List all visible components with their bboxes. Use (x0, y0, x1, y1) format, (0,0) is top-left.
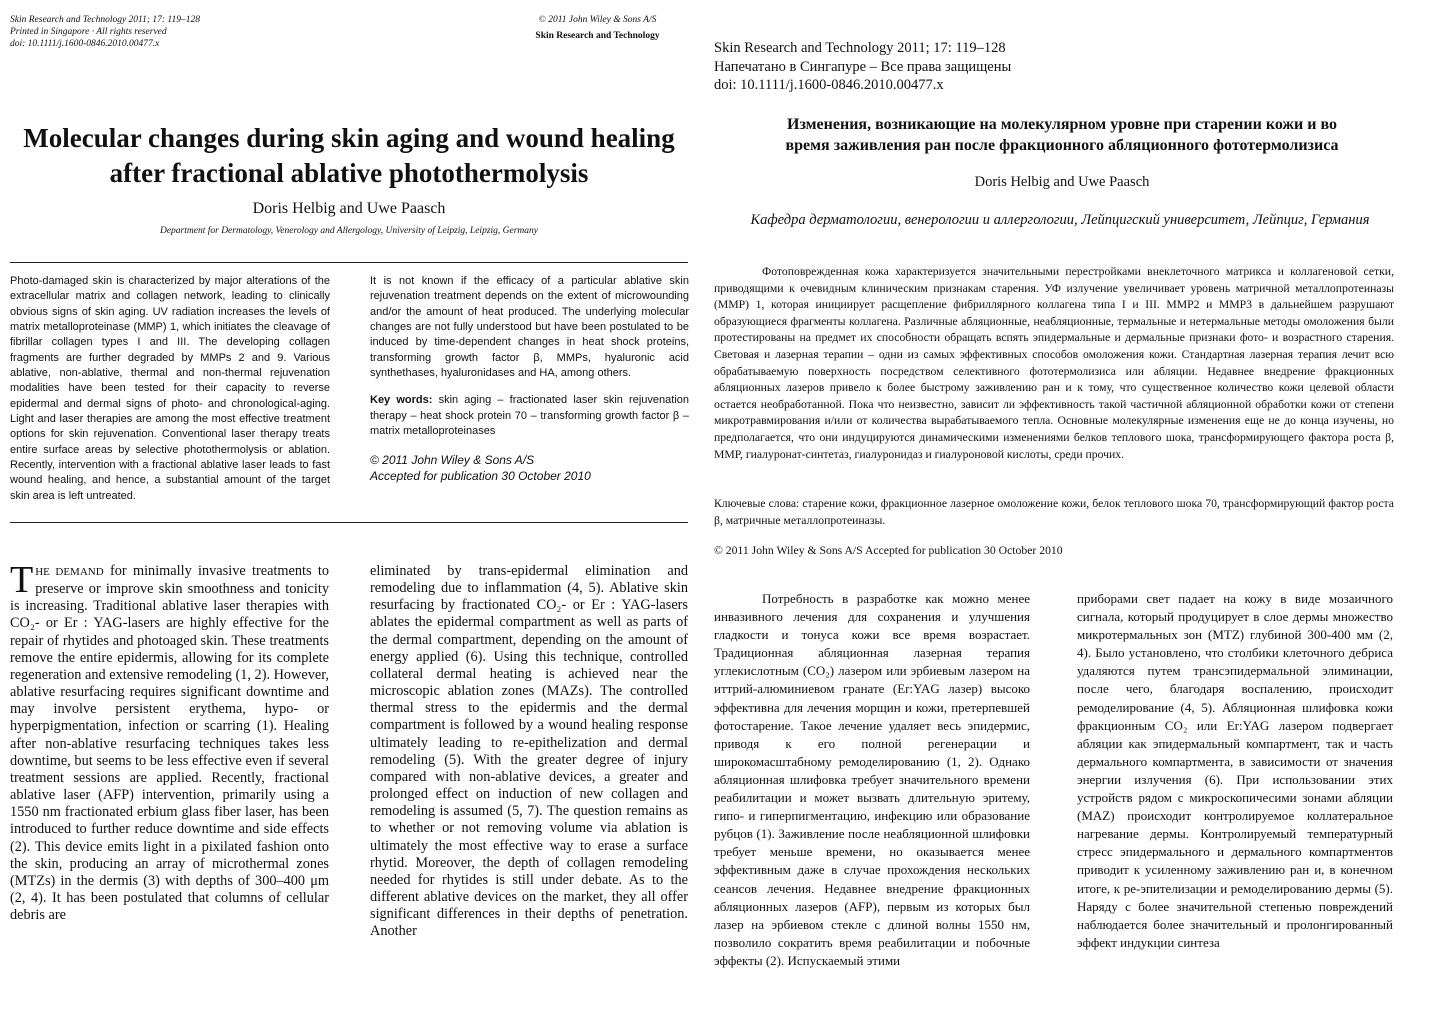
ru-article-title-line-2: время заживления ран после фракционного абляционного фототермолизиса (785, 137, 1339, 154)
ru-department: Кафедра дерматологии, венерологии и аллергологии, Лейпцигский университет, Лейпциг, Германия (750, 212, 1370, 228)
ru-doi: doi: 10.1111/j.1600-0846.2010.00477.x (714, 77, 944, 93)
ru-body-column-left: Потребность в разработке как можно менее инвазивного лечения для сохранения и улучшения гладкости и тонуса кожи все время возрастает. Традиционная абляционная лазерная терапия углекислотным (CO₂) лазером или эрбиевым лазером на иттрий-алюминиевом гранате (Er:YAG лазер) высоко эффективна для лечения морщин и кожи, претерпевшей фотостарение. Такое лечение удаляет весь эпидермис, приводя к его полной регенерации и широкомасштабному ремоделированию (1, 2). Однако абляционная шлифовка требует значительного времени реабилитации и может вызвать длительную эритему, гипо- и гиперпигментацию, инфекцию или образование рубцов (1). Заживление после неабляционной шлифовки требует меньше времени, но оказывается менее эффективным даже в случае прохождения нескольких сеансов лечения. Недавнее внедрение фракционных абляционных лазеров (AFP), первым из которых был лазер на эрбиевом стекле с длиной волны 1550 нм, позволило сократить время реабилитации и побочные эффекты (2). Испускаемый этими (714, 591, 1030, 968)
body-text-left: for minimally invasive treatments to preserve or improve skin smoothness and tonicity is increasing. Traditional ablative laser therapies with CO₂- or Er : YAG-lasers are highly effective for the repair of rhytides and photoaged skin. These treatments remove the entire epidermis, allowing for its complete regeneration and extensive remodeling (1, 2). However, ablative resurfacing requires significant downtime and may involve persistent erythema, hypo- or hyperpigmentation, infection or scarring (1). Healing after non-ablative resurfacing techniques takes less downtime, but seems to be less effective even if several treatment sessions are applied. Recently, fractional ablative laser (AFP) intervention, primarily using a 1550 nm fractionated erbium glass fiber laser, has been introduced to further reduce downtime and side effects (2). This device emits light in a pixilated fashion onto the skin, producing an array of microthermal zones (MTZs) in the dermis (3) with depths of 300–400 μm (2, 4). It has been postulated that columns of cellular debris are (10, 563, 329, 924)
keywords-label: Key words: (370, 394, 433, 407)
ru-print-notice: Напечатано в Сингапуре – Все права защищены (714, 58, 1012, 75)
journal-citation: Skin Research and Technology 2011; 17: 119–128 (10, 15, 200, 25)
small-caps-lead: HE DEMAND (35, 566, 104, 578)
publisher-header (500, 14, 695, 42)
abstract-left: Photo-damaged skin is characterized by major alterations of the extracellular matrix and collagen network, leading to clinically obvious signs of skin aging. UV radiation increases the levels of matrix metalloproteinase (MMP) 1, which initiates the cleavage of fibrillar collagen types I and III. The developing collagen fragments are further degraded by MMPs 2 and 9. Various ablative, non-ablative, thermal and non-thermal rejuvenation modalities have been tested for their capacity to reverse epidermal and dermal signs of photo- and chronological-aging. Light and laser therapies are among the most effective treatment options for skin rejuvenation. Conventional laser therapy treats entire surface areas by selective photothermolysis or ablation. Recently, intervention with a fractional ablative laser leads to fast wound healing, and hence, a substantial amount of the target skin area is left untreated. (10, 275, 330, 502)
department: Department for Dermatology, Venerology and Allergology, University of Leipzig, Leipzig, Germany (159, 226, 539, 236)
ru-article-title (704, 114, 1420, 156)
doi: doi: 10.1111/j.1600-0846.2010.00477.x (10, 39, 160, 49)
journal-name: Skin Research and Technology (535, 31, 660, 41)
abstract-right: It is not known if the efficacy of a particular ablative skin rejuvenation treatment depends on the extent of microwounding and/or the amount of heat produced. The underlying molecular changes are not fully understood but have been postulated to be induced by time-dependent changes in heat shock proteins, transforming growth factor β, MMPs, hyaluronic acid synthethases, hyaluronidases and HA, among others. (370, 275, 689, 380)
journal-header (10, 14, 340, 50)
keywords-block (370, 393, 689, 439)
body-column-right: eliminated by trans-epidermal elimination and remodeling due to inflammation (4, 5). Ablative skin resurfacing by fractionated CO₂- or Er : YAG-lasers ablates the epidermal compartment as well as parts of the dermal compartment, depending on the amount of energy applied (6). Using this technique, controlled collateral dermal heating is achieved near the microscopic ablation zones (MAZs). The controlled thermal stress to the epidermis and the dermal compartment is followed by a wound healing response ultimately leading to re-epithelization and dermal remodeling (5). With the greater degree of injury compared with non-ablative devices, a greater and prolonged effect on induction of new collagen and remodeling is assumed (5, 7). The question remains as to whether or not removing volume via ablation is ultimately the most effective way to erase a surface rhytid. Moreover, the depth of collagen remodeling needed for rhytides is still under debate. As to the different ablative devices on the market, they all offer significant differences in their depths of penetration. Another (370, 563, 688, 940)
drop-cap: T (10, 559, 34, 601)
body-column-left (10, 559, 329, 924)
ru-authors: Doris Helbig and Uwe Paasch (974, 174, 1150, 190)
ru-journal-header (714, 39, 1134, 95)
authors: Doris Helbig and Uwe Paasch (252, 200, 446, 217)
article-title (0, 121, 698, 191)
ru-article-title-line-1: Изменения, возникающие на молекулярном уровне при старении кожи и во (787, 116, 1337, 133)
ru-abstract: Фотоповрежденная кожа характеризуется значительными перестройками внеклеточного матрикса и коллагеновой сетки, приводящими к очевидным клиническим признакам старения. УФ излучение увеличивает уровень матричной металлопротеиназы (MMP) 1, которая инициирует расщепление фибриллярного коллагена типа I и III. MMP2 и MMP3 в дальнейшем разрушают образующиеся фрагменты коллагена. Различные абляционные, неабляционные, термальные и нетермальные методы омоложения были протестированы на предмет их способности обращать вспять эпидермальные и дермальные признаки фото- и возрастного старения. Световая и лазерная терапии – одни из самых эффективных способов омоложения кожи. Стандартная лазерная терапия лечит всю обрабатываемую поверхность посредством селективного фототермолизиса или абляции. Недавнее внедрение фракционных абляционных лазеров привело к более быстрому заживлению ран и к тому, что существенное количество кожи целевой области остается необработанной. Пока что неизвестно, зависит ли эффективность такой частичной абляционной обработки кожи от степени микротравмирования и/или от количества вырабатываемого тепла. Основные молекулярные изменения еще не до конца изучены, но предполагается, что они индуцируются динамическими изменениями белков теплового шока, трансформирующего фактора роста β, MMP, гиалуронат-синтетаз, гиалуронидаз и гиалуроновой кислоты, среди прочих. (714, 265, 1394, 461)
ru-body-column-right: приборами свет падает на кожу в виде мозаичного сигнала, который продуцирует в слое дермы множество микротермальных зон (MTZ) глубиной 300-400 мм (2, 4). Было установлено, что столбики клеточного дебриса удаляются путем трансэпидермальной элиминации, после чего, благодаря воспалению, происходит ремоделирование (4, 5). Абляционная шлифовка кожи фракционным CO₂ или Er:YAG лазером подвергает абляции как эпидермальный компартмент, так и часть дермального компартмента, в зависимости от значения энергии излучения (6). При использовании этих устройств рядом с микроскопичесими зонами абляции (MAZ) происходит контролируемое коллатеральное нагревание дермы. Контролируемый температурный стресс эпидермального и дермального компартментов приводит к усиленному заживлению ран и, в конечном итоге, к ре-эпителизации и ремоделированию дермы (5). Наряду с более значительной степенью повреждений наблюдается более значительный и пролонгированный эффект индукции синтеза (1077, 591, 1393, 950)
publication-info (370, 453, 689, 484)
article-title-line-1: Molecular changes during skin aging and wound healing (23, 123, 675, 153)
divider-top (10, 262, 688, 263)
divider-bottom (10, 522, 688, 523)
accepted-date: Accepted for publication 30 October 2010 (370, 468, 591, 483)
abstract-right-column (370, 274, 689, 484)
publisher-copyright: © 2011 John Wiley & Sons A/S (538, 15, 657, 25)
keywords: skin aging – fractionated laser skin rejuvenation therapy – heat shock protein 70 – transforming growth factor β – matrix metalloproteinases (370, 394, 689, 438)
ru-keywords: Ключевые слова: старение кожи, фракционное лазерное омоложение кожи, белок теплового шока 70, трансформирующий фактор роста β, матричные металлопротеиназы. (714, 497, 1394, 527)
ru-copyright: © 2011 John Wiley & Sons A/S Accepted for publication 30 October 2010 (714, 544, 1063, 557)
ru-journal-citation: Skin Research and Technology 2011; 17: 119–128 (714, 40, 1006, 56)
print-notice: Printed in Singapore · All rights reserved (10, 27, 167, 37)
copyright: © 2011 John Wiley & Sons A/S (370, 453, 535, 468)
article-title-line-2: after fractional ablative photothermolysis (109, 158, 589, 188)
